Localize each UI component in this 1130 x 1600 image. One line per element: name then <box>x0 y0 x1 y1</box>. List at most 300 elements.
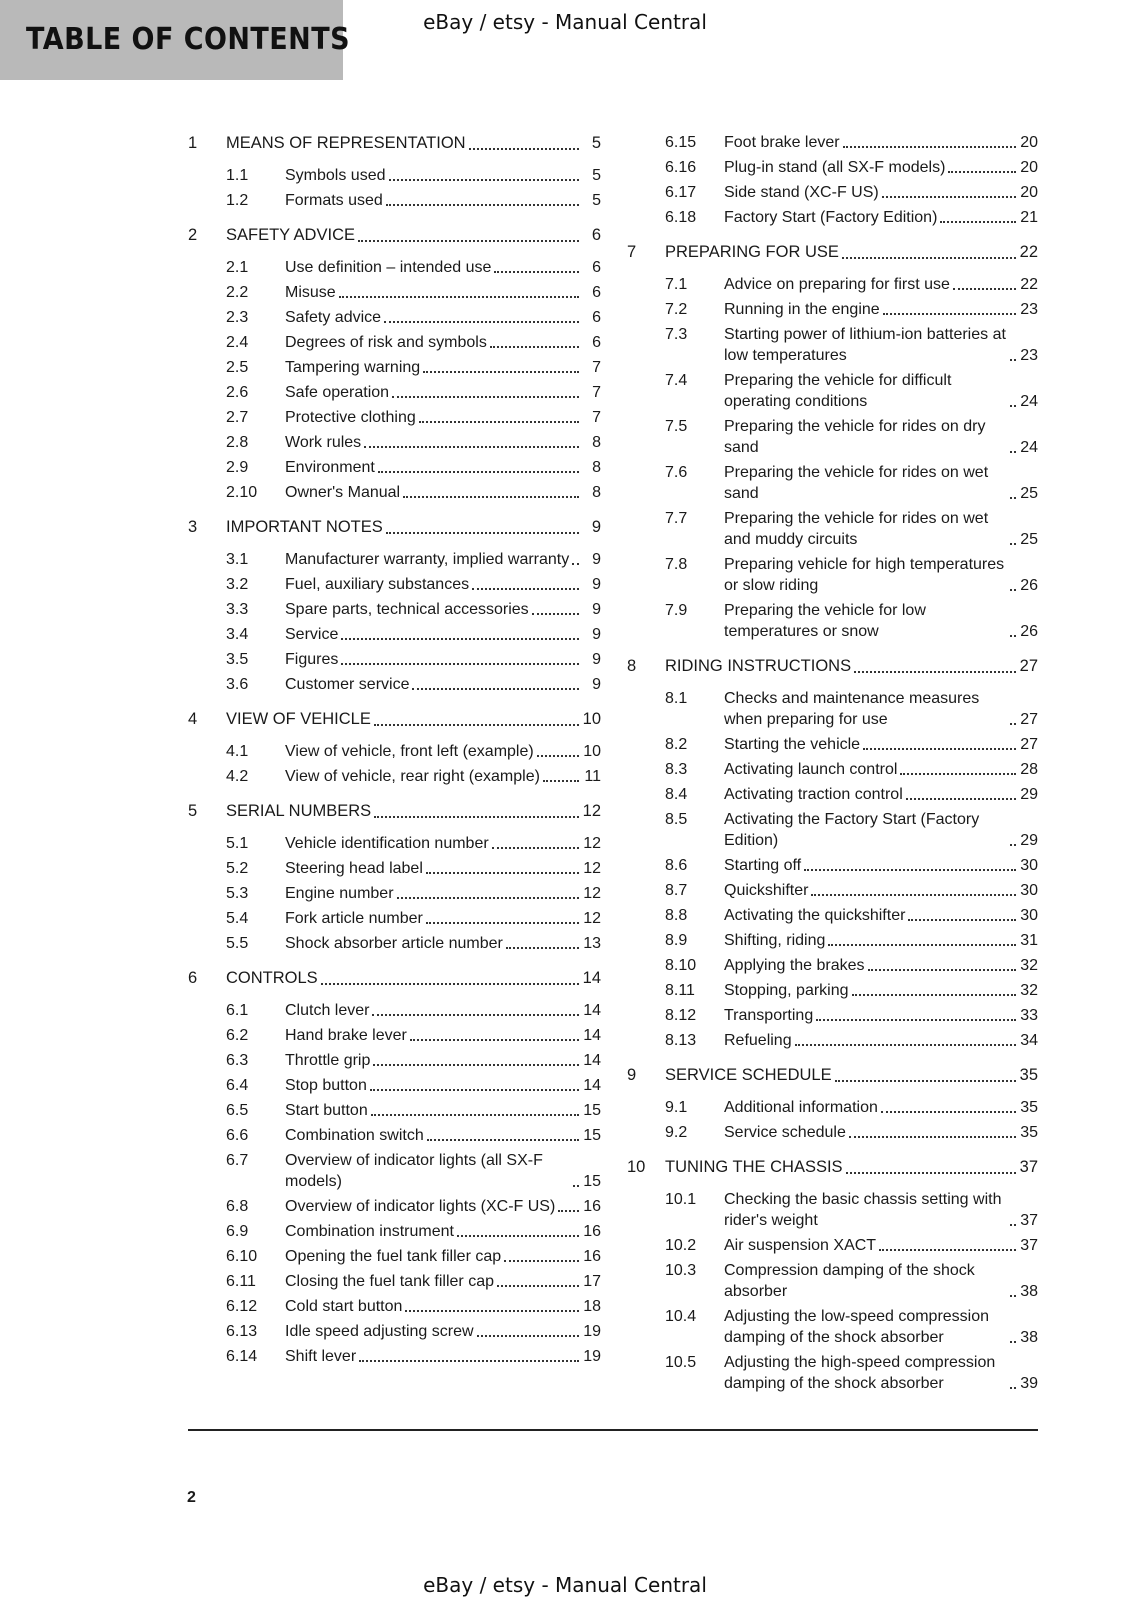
toc-number: 3.6 <box>226 676 249 693</box>
toc-section[interactable] <box>627 783 1038 806</box>
toc-title-line <box>226 515 601 539</box>
toc-section[interactable] <box>627 758 1038 781</box>
toc-title-line <box>226 799 601 823</box>
toc-title-line <box>724 416 1038 458</box>
toc-number: 8.6 <box>665 857 688 874</box>
toc-section[interactable] <box>627 1188 1038 1232</box>
dot-leader <box>863 748 1016 750</box>
toc-number: 7.4 <box>665 372 688 389</box>
toc-section[interactable] <box>627 273 1038 296</box>
toc-title: Overview of indicator lights (XC-F US) <box>285 1198 556 1215</box>
dot-leader <box>883 313 1016 315</box>
toc-page-number: 8 <box>592 434 601 451</box>
toc-section[interactable] <box>627 808 1038 852</box>
toc-title-line <box>724 1097 1038 1118</box>
toc-page-number: 24 <box>1020 439 1038 456</box>
toc-section[interactable] <box>627 1096 1038 1119</box>
toc-page-number: 28 <box>1020 761 1038 778</box>
toc-section[interactable] <box>627 687 1038 731</box>
toc-chapter[interactable] <box>188 799 601 823</box>
toc-title-line <box>285 432 601 453</box>
dot-leader <box>472 588 579 590</box>
toc-column-left <box>188 131 601 1370</box>
toc-title-line <box>285 1000 601 1021</box>
toc-title: Starting the vehicle <box>724 736 861 753</box>
toc-title: Quickshifter <box>724 882 809 899</box>
toc-chapter[interactable] <box>188 966 601 990</box>
dot-leader <box>843 146 1016 148</box>
toc-number: 8.4 <box>665 786 688 803</box>
toc-section[interactable] <box>188 1024 601 1047</box>
toc-page-number: 23 <box>1020 347 1038 364</box>
toc-number: 8.5 <box>665 811 688 828</box>
toc-title-line <box>724 1122 1038 1143</box>
toc-page-number: 22 <box>1020 276 1038 293</box>
toc-title-line <box>285 599 601 620</box>
toc-title: Starting off <box>724 857 802 874</box>
toc-number: 6.4 <box>226 1077 249 1094</box>
dot-leader <box>558 1210 579 1212</box>
dot-leader <box>358 240 579 242</box>
footer-rule <box>188 1429 1038 1431</box>
toc-title-line <box>285 332 601 353</box>
toc-title-line <box>285 457 601 478</box>
toc-title-line <box>724 508 1038 550</box>
toc-title: Foot brake lever <box>724 134 840 151</box>
toc-section[interactable] <box>627 979 1038 1002</box>
toc-title-line <box>724 855 1038 876</box>
toc-number: 2.2 <box>226 284 249 301</box>
toc-section[interactable] <box>627 1121 1038 1144</box>
toc-page-number: 29 <box>1020 832 1038 849</box>
dot-leader <box>492 847 579 849</box>
toc-section[interactable] <box>188 1124 601 1147</box>
toc-title: RIDING INSTRUCTIONS <box>665 657 852 675</box>
toc-section[interactable] <box>188 832 601 855</box>
dot-leader <box>906 798 1016 800</box>
toc-title: Closing the fuel tank filler cap <box>285 1273 494 1290</box>
toc-section[interactable] <box>627 181 1038 204</box>
toc-section[interactable] <box>188 1149 601 1193</box>
toc-title: Preparing the vehicle for rides on wet sand <box>724 464 989 502</box>
toc-number: 10.5 <box>665 1354 697 1371</box>
dot-leader <box>846 1172 1016 1174</box>
dot-leader <box>412 688 579 690</box>
dot-leader <box>537 755 579 757</box>
toc-page-number: 34 <box>1020 1032 1038 1049</box>
toc-title: Side stand (XC-F US) <box>724 184 879 201</box>
toc-number: 6.1 <box>226 1002 249 1019</box>
toc-section[interactable] <box>188 164 601 187</box>
toc-page-number: 26 <box>1020 623 1038 640</box>
toc-number: 10.1 <box>665 1191 697 1208</box>
toc-number: 7 <box>627 243 637 261</box>
toc-number: 6.17 <box>665 184 697 201</box>
toc-title-line <box>285 282 601 303</box>
toc-title-line <box>285 307 601 328</box>
toc-number: 3 <box>188 518 198 536</box>
toc-section[interactable] <box>627 954 1038 977</box>
toc-title-line <box>724 182 1038 203</box>
toc-section[interactable] <box>188 1220 601 1243</box>
toc-page-number: 13 <box>583 935 601 952</box>
toc-number: 7.1 <box>665 276 688 293</box>
toc-title-line <box>724 784 1038 805</box>
toc-number: 6.7 <box>226 1152 249 1169</box>
dot-leader <box>374 724 579 726</box>
dot-leader <box>948 171 1016 173</box>
toc-page-number: 27 <box>1019 657 1038 675</box>
toc-title: Misuse <box>285 284 336 301</box>
toc-title: Plug-in stand (all SX-F models) <box>724 159 946 176</box>
toc-title: PREPARING FOR USE <box>665 243 839 261</box>
toc-number: 8.12 <box>665 1007 697 1024</box>
toc-title-line <box>665 1155 1038 1179</box>
toc-section[interactable] <box>188 1195 601 1218</box>
toc-title-line <box>285 1125 601 1146</box>
toc-number: 1.2 <box>226 192 249 209</box>
toc-section[interactable] <box>188 573 601 596</box>
toc-page-number: 37 <box>1020 1212 1038 1229</box>
toc-section[interactable] <box>627 1305 1038 1349</box>
toc-section[interactable] <box>188 673 601 696</box>
dot-leader <box>419 421 579 423</box>
toc-column-right <box>627 131 1038 1397</box>
toc-section[interactable] <box>188 381 601 404</box>
toc-page-number: 19 <box>583 1348 601 1365</box>
toc-section[interactable] <box>627 1351 1038 1395</box>
dot-leader <box>389 179 580 181</box>
toc-page-number: 35 <box>1020 1099 1038 1116</box>
toc-number: 5.4 <box>226 910 249 927</box>
toc-section[interactable] <box>627 553 1038 597</box>
toc-section[interactable] <box>627 131 1038 154</box>
toc-title-line <box>724 1030 1038 1051</box>
toc-title-line <box>724 955 1038 976</box>
dot-leader <box>497 1285 579 1287</box>
toc-page-number: 6 <box>591 226 601 244</box>
toc-title: Spare parts, technical accessories <box>285 601 529 618</box>
toc-title: SAFETY ADVICE <box>226 226 355 244</box>
toc-title-line <box>724 1005 1038 1026</box>
toc-title-line <box>665 654 1038 678</box>
toc-title-line <box>226 966 601 990</box>
dot-leader <box>423 371 579 373</box>
toc-section[interactable] <box>627 415 1038 459</box>
toc-title: Service schedule <box>724 1124 846 1141</box>
toc-section[interactable] <box>188 306 601 329</box>
toc-page-number: 26 <box>1020 577 1038 594</box>
toc-title-line <box>285 741 601 762</box>
toc-section[interactable] <box>188 456 601 479</box>
toc-section[interactable] <box>627 461 1038 505</box>
toc-section[interactable] <box>627 298 1038 321</box>
toc-section[interactable] <box>627 323 1038 367</box>
toc-page-number: 31 <box>1020 932 1038 949</box>
toc-title-line <box>665 1063 1038 1087</box>
toc-number: 3.1 <box>226 551 249 568</box>
toc-chapter[interactable] <box>627 1155 1038 1179</box>
toc-page-number: 10 <box>582 710 601 728</box>
toc-page-number: 17 <box>583 1273 601 1290</box>
toc-section[interactable] <box>188 481 601 504</box>
toc-title-line <box>724 132 1038 153</box>
dot-leader <box>532 613 579 615</box>
toc-title: Compression damping of the shock absorber <box>724 1262 975 1300</box>
toc-number: 2.8 <box>226 434 249 451</box>
dot-leader <box>1010 1387 1016 1389</box>
toc-title-line <box>285 382 601 403</box>
dot-leader <box>339 296 579 298</box>
toc-chapter[interactable] <box>627 1063 1038 1087</box>
toc-section[interactable] <box>188 331 601 354</box>
toc-section[interactable] <box>188 1295 601 1318</box>
toc-title: Activating the quickshifter <box>724 907 906 924</box>
toc-page-number: 38 <box>1020 1329 1038 1346</box>
toc-number: 9 <box>627 1066 637 1084</box>
toc-title-line <box>285 1346 601 1367</box>
toc-title: Transporting <box>724 1007 814 1024</box>
toc-section[interactable] <box>188 765 601 788</box>
dot-leader <box>378 471 579 473</box>
toc-title: Steering head label <box>285 860 423 877</box>
toc-section[interactable] <box>627 879 1038 902</box>
toc-section[interactable] <box>627 369 1038 413</box>
toc-number: 6 <box>188 969 198 987</box>
toc-section[interactable] <box>627 507 1038 551</box>
toc-page-number: 33 <box>1020 1007 1038 1024</box>
toc-title-line <box>724 688 1038 730</box>
dot-leader <box>828 944 1016 946</box>
toc-title: Engine number <box>285 885 394 902</box>
toc-title: Preparing the vehicle for low temperatures or snow <box>724 602 926 640</box>
dot-leader <box>852 994 1016 996</box>
toc-section[interactable] <box>188 932 601 955</box>
toc-title-line <box>724 299 1038 320</box>
toc-number: 6.18 <box>665 209 697 226</box>
dot-leader <box>940 221 1016 223</box>
dot-leader <box>410 1039 579 1041</box>
toc-number: 4.2 <box>226 768 249 785</box>
toc-title: Safety advice <box>285 309 382 326</box>
toc-section[interactable] <box>188 740 601 763</box>
toc-title: Manufacturer warranty, implied warranty <box>285 551 570 568</box>
toc-title: Work rules <box>285 434 362 451</box>
toc-title-line <box>285 1246 601 1267</box>
toc-section[interactable] <box>188 189 601 212</box>
toc-number: 8.11 <box>665 982 695 999</box>
toc-page-number: 24 <box>1020 393 1038 410</box>
toc-section[interactable] <box>188 623 601 646</box>
dot-leader <box>403 496 579 498</box>
toc-page-number: 12 <box>583 910 601 927</box>
dot-leader <box>1010 1224 1016 1226</box>
toc-title: Activating the Factory Start (Factory Edition) <box>724 811 980 849</box>
toc-title-line <box>724 462 1038 504</box>
toc-page-number: 19 <box>583 1323 601 1340</box>
toc-title: View of vehicle, front left (example) <box>285 743 534 760</box>
toc-page-number: 12 <box>583 835 601 852</box>
dot-leader <box>1010 589 1016 591</box>
toc-chapter[interactable] <box>188 515 601 539</box>
dot-leader <box>506 947 579 949</box>
toc-number: 8.10 <box>665 957 697 974</box>
toc-title: Shock absorber article number <box>285 935 503 952</box>
toc-chapter[interactable] <box>188 131 601 155</box>
toc-section[interactable] <box>627 854 1038 877</box>
toc-section[interactable] <box>188 1320 601 1343</box>
toc-chapter[interactable] <box>627 654 1038 678</box>
toc-section[interactable] <box>627 1259 1038 1303</box>
toc-title-line <box>724 274 1038 295</box>
toc-title-line <box>665 240 1038 264</box>
toc-title-line <box>285 357 601 378</box>
toc-section[interactable] <box>188 648 601 671</box>
dot-leader <box>543 780 579 782</box>
toc-title-line <box>285 908 601 929</box>
toc-title-line <box>285 933 601 954</box>
toc-section[interactable] <box>188 1099 601 1122</box>
toc-section[interactable] <box>627 1234 1038 1257</box>
toc-page-number: 25 <box>1020 531 1038 548</box>
dot-leader <box>386 204 579 206</box>
toc-section[interactable] <box>188 882 601 905</box>
toc-number: 10.2 <box>665 1237 697 1254</box>
toc-page-number: 9 <box>592 651 601 668</box>
toc-section[interactable] <box>627 733 1038 756</box>
toc-chapter[interactable] <box>188 223 601 247</box>
toc-title: Start button <box>285 1102 368 1119</box>
dot-leader <box>854 671 1016 673</box>
toc-title-line <box>724 370 1038 412</box>
toc-section[interactable] <box>188 1074 601 1097</box>
toc-section[interactable] <box>627 599 1038 643</box>
toc-page-number: 14 <box>583 1052 601 1069</box>
toc-page-number: 35 <box>1019 1066 1038 1084</box>
dot-leader <box>1010 359 1016 361</box>
toc-title: Stopping, parking <box>724 982 849 999</box>
toc-section[interactable] <box>627 1029 1038 1052</box>
toc-title-line <box>724 554 1038 596</box>
toc-title: Activating launch control <box>724 761 898 778</box>
toc-number: 10.4 <box>665 1308 697 1325</box>
toc-section[interactable] <box>627 206 1038 229</box>
toc-title-line <box>724 207 1038 228</box>
toc-page-number: 25 <box>1020 485 1038 502</box>
toc-page-number: 9 <box>592 576 601 593</box>
toc-page-number: 15 <box>583 1173 601 1190</box>
toc-page-number: 30 <box>1020 857 1038 874</box>
toc-number: 6.2 <box>226 1027 249 1044</box>
toc-number: 2.4 <box>226 334 249 351</box>
toc-chapter[interactable] <box>627 240 1038 264</box>
toc-section[interactable] <box>188 999 601 1022</box>
toc-section[interactable] <box>188 1245 601 1268</box>
toc-title: Owner's Manual <box>285 484 401 501</box>
toc-title-line <box>285 858 601 879</box>
toc-number: 1.1 <box>226 167 249 184</box>
toc-page-number: 7 <box>592 384 601 401</box>
dot-leader <box>908 919 1016 921</box>
toc-page-number: 6 <box>592 284 601 301</box>
toc-number: 9.2 <box>665 1124 688 1141</box>
toc-page-number: 8 <box>592 459 601 476</box>
toc-chapter[interactable] <box>188 707 601 731</box>
toc-section[interactable] <box>188 431 601 454</box>
toc-title: Figures <box>285 651 339 668</box>
toc-number: 10 <box>627 1158 646 1176</box>
toc-title-line <box>285 1321 601 1342</box>
dot-leader <box>371 1114 579 1116</box>
toc-page-number: 29 <box>1020 786 1038 803</box>
toc-page-number: 8 <box>592 484 601 501</box>
toc-section[interactable] <box>188 1049 601 1072</box>
dot-leader <box>477 1335 579 1337</box>
dot-leader <box>573 1185 579 1187</box>
toc-number: 6.12 <box>226 1298 258 1315</box>
toc-number: 5.3 <box>226 885 249 902</box>
toc-section[interactable] <box>627 929 1038 952</box>
toc-number: 8.7 <box>665 882 688 899</box>
toc-section[interactable] <box>188 1270 601 1293</box>
toc-page-number: 5 <box>592 167 601 184</box>
toc-number: 2.5 <box>226 359 249 376</box>
toc-title-line <box>285 482 601 503</box>
toc-title-line <box>285 833 601 854</box>
toc-section[interactable] <box>188 356 601 379</box>
dot-leader <box>882 196 1016 198</box>
dot-leader <box>1010 844 1016 846</box>
dot-leader <box>868 969 1016 971</box>
dot-leader <box>1010 543 1016 545</box>
toc-title: Formats used <box>285 192 383 209</box>
toc-title-line <box>285 165 601 186</box>
toc-page-number: 38 <box>1020 1283 1038 1300</box>
toc-section[interactable] <box>188 256 601 279</box>
toc-page-number: 12 <box>583 860 601 877</box>
dot-leader <box>1010 451 1016 453</box>
toc-section[interactable] <box>188 857 601 880</box>
toc-page-number: 12 <box>582 802 601 820</box>
toc-section[interactable] <box>188 548 601 571</box>
toc-page-number: 6 <box>592 259 601 276</box>
toc-section[interactable] <box>188 598 601 621</box>
toc-section[interactable] <box>627 904 1038 927</box>
toc-section[interactable] <box>188 1345 601 1368</box>
toc-number: 6.8 <box>226 1198 249 1215</box>
toc-title-line <box>285 574 601 595</box>
dot-leader <box>795 1044 1016 1046</box>
toc-section[interactable] <box>188 406 601 429</box>
toc-section[interactable] <box>188 281 601 304</box>
toc-title: Cold start button <box>285 1298 403 1315</box>
toc-number: 1 <box>188 134 198 152</box>
toc-title-line <box>285 190 601 211</box>
toc-number: 7.8 <box>665 556 688 573</box>
dot-leader <box>370 1089 579 1091</box>
toc-page-number: 39 <box>1020 1375 1038 1392</box>
toc-title-line <box>226 131 601 155</box>
toc-number: 3.2 <box>226 576 249 593</box>
watermark-bottom: eBay / etsy - Manual Central <box>423 1573 707 1597</box>
toc-section[interactable] <box>627 1004 1038 1027</box>
toc-section[interactable] <box>627 156 1038 179</box>
dot-leader <box>321 983 579 985</box>
toc-page-number: 7 <box>592 359 601 376</box>
toc-number: 7.2 <box>665 301 688 318</box>
toc-section[interactable] <box>188 907 601 930</box>
toc-number: 2 <box>188 226 198 244</box>
